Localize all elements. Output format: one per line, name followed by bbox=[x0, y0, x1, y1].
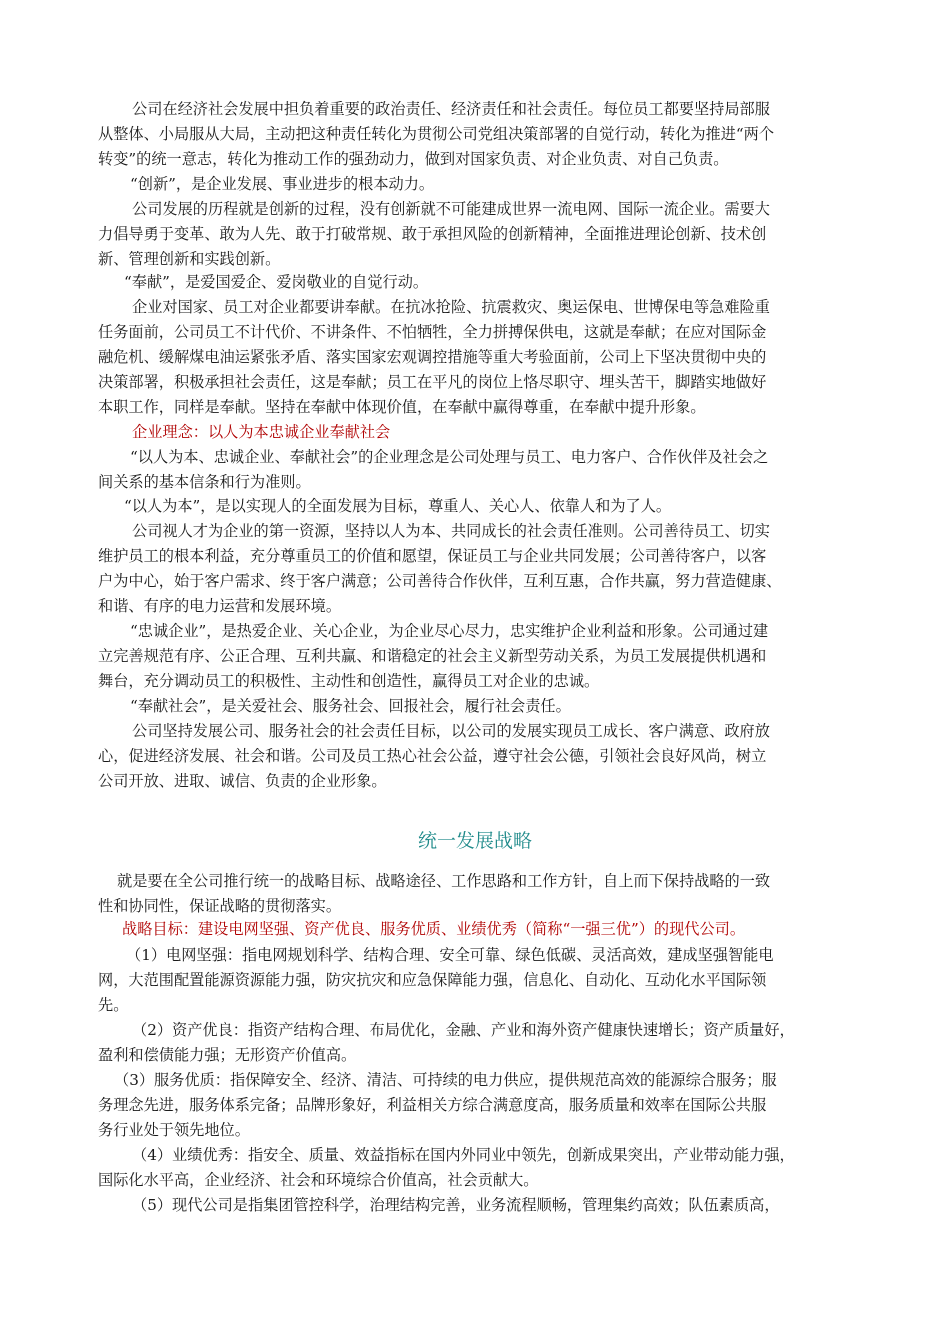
paragraph-line: 力倡导勇于变革、敢为人先、敢于打破常规、敢于承担风险的创新精神，全面推进理论创新、技术创 bbox=[98, 225, 767, 243]
paragraph-line: “创新”，是企业发展、事业进步的根本动力。 bbox=[130, 175, 435, 193]
paragraph-line: 网，大范围配置能源资源能力强，防灾抗灾和应急保障能力强，信息化、自动化、互动化水平国际领 bbox=[98, 971, 767, 989]
paragraph-line: （1）电网坚强：指电网规划科学、结构合理、安全可靠、绿色低碳、灵活高效，建成坚强智能电 bbox=[126, 946, 774, 964]
paragraph-line: 间关系的基本信条和行为准则。 bbox=[98, 473, 311, 491]
paragraph-line: 企业对国家、员工对企业都要讲奉献。在抗冰抢险、抗震救灾、奥运保电、世博保电等急难险重 bbox=[132, 298, 770, 316]
paragraph-line: “奉献”，是爱国爱企、爱岗敬业的自觉行动。 bbox=[124, 273, 429, 291]
paragraph-line: “以人为本、忠诚企业、奉献社会”的企业理念是公司处理与员工、电力客户、合作伙伴及社会之 bbox=[130, 448, 769, 466]
paragraph-line: 心，促进经济发展、社会和谐。公司及员工热心社会公益，遵守社会公德，引领社会良好风尚，树立 bbox=[98, 747, 767, 765]
paragraph-line: （2）资产优良：指资产结构合理、布局优化，金融、产业和海外资产健康快速增长；资产质量好， bbox=[132, 1021, 795, 1039]
paragraph-line: 公司开放、进取、诚信、负责的企业形象。 bbox=[98, 772, 387, 790]
strategy-goal-line: 战略目标：建设电网坚强、资产优良、服务优质、业绩优秀（简称“一强三优”）的现代公司。 bbox=[122, 920, 746, 938]
paragraph-line: 新、管理创新和实践创新。 bbox=[98, 250, 281, 268]
paragraph-line: 舞台，充分调动员工的积极性、主动性和创造性，赢得员工对企业的忠诚。 bbox=[98, 672, 600, 690]
paragraph-line: 本职工作，同样是奉献。坚持在奉献中体现价值，在奉献中赢得尊重，在奉献中提升形象。 bbox=[98, 398, 706, 416]
paragraph-line: 公司在经济社会发展中担负着重要的政治责任、经济责任和社会责任。每位员工都要坚持局部服 bbox=[132, 100, 770, 118]
paragraph-line: 任务面前，公司员工不计代价、不讲条件、不怕牺牲，全力拼搏保供电，这就是奉献；在应对国际金 bbox=[98, 323, 767, 341]
paragraph-line: 国际化水平高，企业经济、社会和环境综合价值高，社会贡献大。 bbox=[98, 1171, 539, 1189]
paragraph-line: 务理念先进，服务体系完备；品牌形象好，利益相关方综合满意度高，服务质量和效率在国际公共服 bbox=[98, 1096, 767, 1114]
paragraph-line: 和谐、有序的电力运营和发展环境。 bbox=[98, 597, 341, 615]
paragraph-line: 盈利和偿债能力强；无形资产价值高。 bbox=[98, 1046, 357, 1064]
paragraph-line: 户为中心，始于客户需求、终于客户满意；公司善待合作伙伴，互利互惠，合作共赢，努力营造健康、 bbox=[98, 572, 782, 590]
paragraph-line: 立完善规范有序、公正合理、互利共赢、和谐稳定的社会主义新型劳动关系，为员工发展提供机遇和 bbox=[98, 647, 767, 665]
paragraph-line: “忠诚企业”，是热爱企业、关心企业，为企业尽心尽力，忠实维护企业利益和形象。公司通过建 bbox=[130, 622, 769, 640]
paragraph-line: 公司视人才为企业的第一资源，坚持以人为本、共同成长的社会责任准则。公司善待员工、切实 bbox=[132, 522, 770, 540]
paragraph-line: 务行业处于领先地位。 bbox=[98, 1121, 250, 1139]
paragraph-line: “奉献社会”，是关爱社会、服务社会、回报社会，履行社会责任。 bbox=[130, 697, 571, 715]
paragraph-line: 就是要在全公司推行统一的战略目标、战略途径、工作思路和工作方针，自上而下保持战略的一致 bbox=[117, 872, 771, 890]
paragraph-line: 决策部署，积极承担社会责任，这是奉献；员工在平凡的岗位上恪尽职守、埋头苦干，脚踏实地做好 bbox=[98, 373, 767, 391]
paragraph-line: （5）现代公司是指集团管控科学，治理结构完善，业务流程顺畅，管理集约高效；队伍素质高， bbox=[132, 1196, 780, 1214]
paragraph-line: （4）业绩优秀：指安全、质量、效益指标在国内外同业中领先，创新成果突出，产业带动能力强， bbox=[132, 1146, 795, 1164]
paragraph-line: 性和协同性，保证战略的贯彻落实。 bbox=[98, 897, 341, 915]
paragraph-line: “以人为本”，是以实现人的全面发展为目标，尊重人、关心人、依靠人和为了人。 bbox=[124, 497, 672, 515]
paragraph-line: 融危机、缓解煤电油运紧张矛盾、落实国家宏观调控措施等重大考验面前，公司上下坚决贯彻中央的 bbox=[98, 348, 767, 366]
paragraph-line: 维护员工的根本利益，充分尊重员工的价值和愿望，保证员工与企业共同发展；公司善待客户，以客 bbox=[98, 547, 767, 565]
section-heading: 统一发展战略 bbox=[417, 830, 532, 852]
paragraph-line: 公司发展的历程就是创新的过程，没有创新就不可能建成世界一流电网、国际一流企业。需要大 bbox=[132, 200, 770, 218]
paragraph-line: 转变”的统一意志，转化为推动工作的强劲动力，做到对国家负责、对企业负责、对自己负责。 bbox=[98, 150, 729, 168]
paragraph-line: 从整体、小局服从大局，主动把这种责任转化为贯彻公司党组决策部署的自觉行动，转化为推进“两个 bbox=[98, 125, 775, 143]
paragraph-line: （3）服务优质：指保障安全、经济、清洁、可持续的电力供应，提供规范高效的能源综合服务；服 bbox=[114, 1071, 777, 1089]
paragraph-line: 公司坚持发展公司、服务社会的社会责任目标，以公司的发展实现员工成长、客户满意、政府放 bbox=[132, 722, 770, 740]
paragraph-line: 先。 bbox=[98, 996, 129, 1014]
section-subtitle: 企业理念：以人为本忠诚企业奉献社会 bbox=[132, 423, 391, 441]
